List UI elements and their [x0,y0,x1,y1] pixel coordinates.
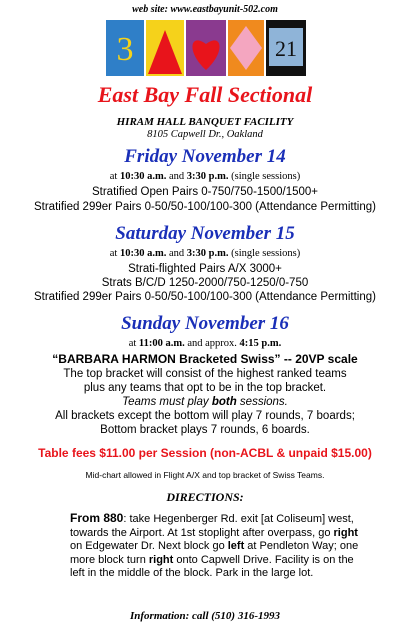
directions-text [70,512,370,581]
venue-name: HIRAM HALL BANQUET FACILITY [116,116,294,128]
friday-heading: Friday November 14 [124,146,286,167]
sunday-time-2: 4:15 p.m. [239,338,282,349]
sunday-time-and: and approx. [184,338,240,349]
teams-note-end: sessions. [236,396,288,408]
sunday-times [0,338,410,349]
venue-address: 8105 Capwell Dr., Oakland [147,129,263,140]
logo-number-right: 21 [275,36,297,61]
directions-from: From 880 [70,511,124,525]
saturday-time-and: and [166,248,187,259]
information-line: Information: call (510) 316-1993 [129,610,281,622]
friday-time-1: 10:30 a.m. [119,171,167,182]
saturday-time-prefix: at [109,248,120,259]
saturday-event-2: Strats B/C/D 1250-2000/750-1250/0-750 [101,277,309,289]
teams-note-start: Teams must play [122,396,212,408]
sunday-line-3: All brackets except the bottom will play 7 rounds, 7 boards; [55,410,355,422]
directions-part-3: at Pendleton Way; one more block turn [70,540,359,566]
sunday-event-title: “BARBARA HARMON Bracketed Swiss” -- 20VP scale [52,352,358,366]
logo-number-left: 3 [116,31,134,68]
sunday-line-2: plus any teams that opt to be in the top bracket. [83,382,327,394]
sunday-time-prefix: at [128,338,139,349]
sunday-heading: Sunday November 16 [121,313,289,334]
friday-time-prefix: at [109,171,120,182]
directions-part-2: on Edgewater Dr. Next block go [70,540,228,552]
saturday-time-2: 3:30 p.m. [186,248,229,259]
saturday-time-suffix: (single sessions) [228,248,301,259]
friday-time-suffix: (single sessions) [228,171,301,182]
sunday-line-4: Bottom bracket plays 7 rounds, 6 boards. [100,424,310,436]
directions-right-1: right [333,526,358,539]
sunday-line-1: The top bracket will consist of the highest ranked teams [63,368,347,380]
mid-chart-note: Mid-chart allowed in Flight A/X and top bracket of Swiss Teams. [85,470,325,480]
logo-graphic [106,20,306,76]
directions-part-4: onto Capwell Drive. Facility is on the left in the middle of the block. Park in the large lot. [70,553,354,579]
saturday-times [0,248,410,259]
website-url: web site: www.eastbayunit-502.com [132,4,278,15]
saturday-time-1: 10:30 a.m. [119,248,167,259]
teams-note-both: both [211,396,237,408]
saturday-event-3: Stratified 299er Pairs 0-50/50-100/100-300 (Attendance Permitting) [33,291,376,303]
friday-time-and: and [166,171,187,182]
table-fees: Table fees $11.00 per Session (non-ACBL & unpaid $15.00) [38,446,372,460]
directions-title: DIRECTIONS: [166,490,244,504]
saturday-heading: Saturday November 15 [115,223,295,244]
event-title: East Bay Fall Sectional [97,82,313,107]
friday-times [0,171,410,182]
friday-time-2: 3:30 p.m. [186,171,229,182]
directions-part-1: : take Hegenberger Rd. exit [at Coliseum] west, towards the Airport. At 1st stoplight after overpass, go [70,513,354,539]
directions-left: left [227,540,245,552]
sunday-time-1: 11:00 a.m. [138,338,185,349]
directions-right-2: right [148,553,174,566]
event-logo [106,20,306,76]
friday-event-2: Stratified 299er Pairs 0-50/50-100/100-300 (Attendance Permitting) [33,201,376,213]
saturday-event-1: Strati-flighted Pairs A/X 3000+ [128,263,282,275]
sunday-teams-note [0,395,410,409]
friday-event-1: Stratified Open Pairs 0-750/750-1500/1500+ [91,186,318,198]
